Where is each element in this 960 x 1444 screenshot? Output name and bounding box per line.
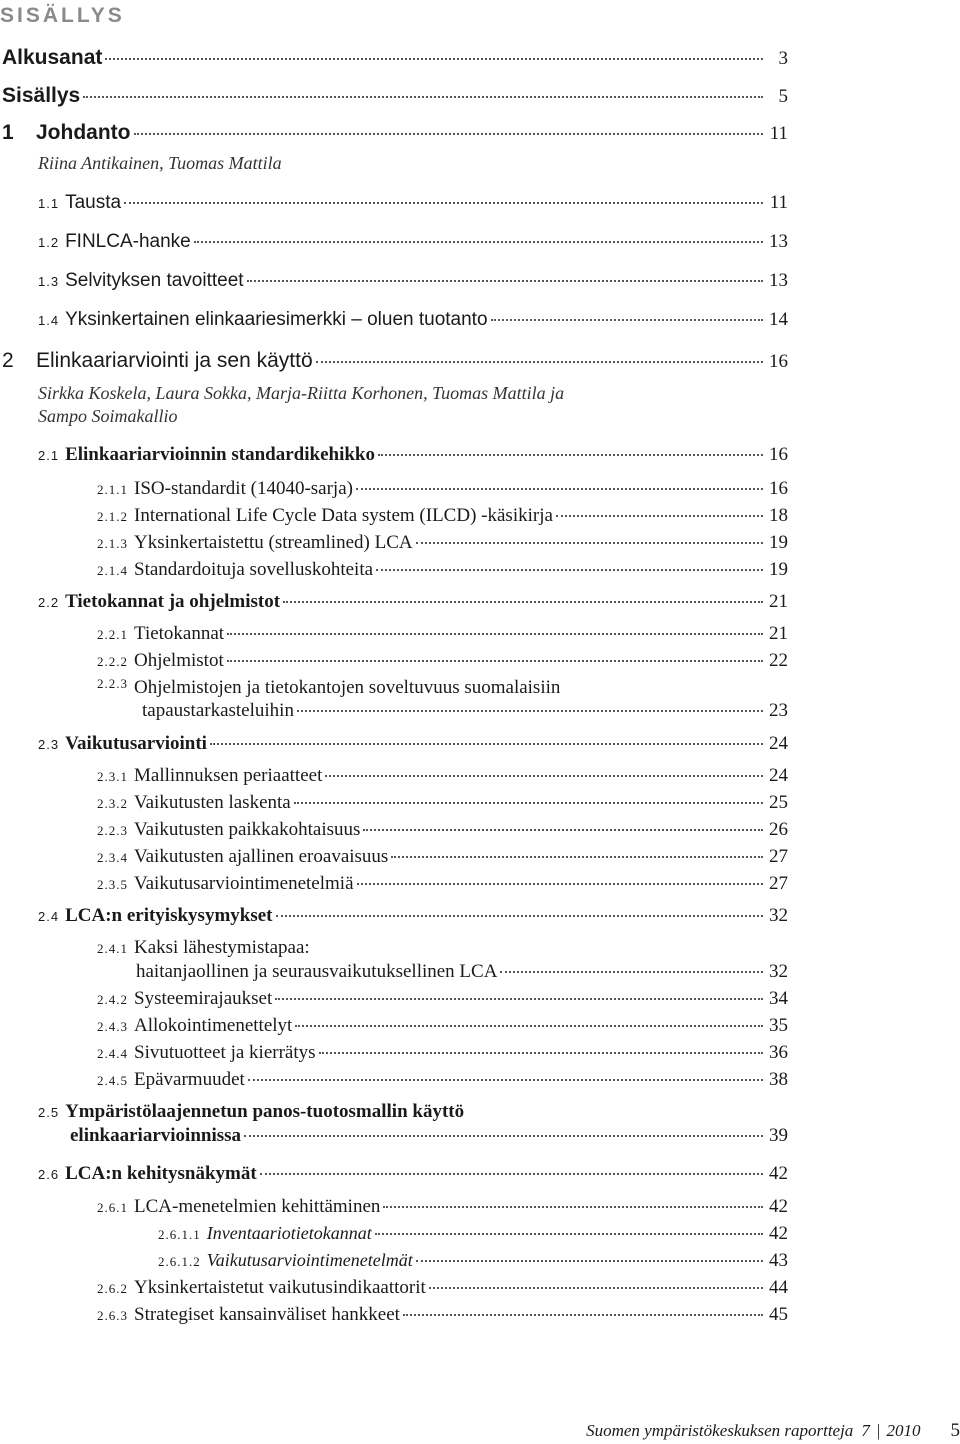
toc-entry-2-4[interactable] [38,905,788,927]
toc-title: Yksinkertaistettu (streamlined) LCA [134,532,413,553]
toc-entry-2-4-1[interactable] [136,961,788,983]
toc-number: 2.2.3 [97,823,128,838]
toc-entry-2-6-3[interactable] [97,1304,788,1326]
toc-title: Vaikutusarviointi [65,733,207,754]
dot-leader [124,202,763,204]
toc-number: 2.4.3 [97,1019,128,1034]
toc-entry-1-4[interactable] [38,309,788,331]
toc-number: 2.2 [38,595,60,610]
chapter-2-authors [38,382,564,428]
toc-entry-2-2-2[interactable] [97,650,788,672]
toc-page: 21 [769,591,788,612]
toc-entry-2-3-4[interactable] [97,846,788,868]
footer-separator: | [875,1421,881,1440]
toc-page: 43 [769,1250,788,1271]
toc-title: Sivutuotteet ja kierrätys [134,1042,316,1063]
toc-page: 27 [769,873,788,894]
dot-leader [260,1173,763,1175]
toc-page: 44 [769,1277,788,1298]
dot-leader [275,998,763,1000]
footer-number: 7 [861,1421,870,1440]
toc-page: 36 [769,1042,788,1063]
toc-entry-2-3-5[interactable] [97,873,788,895]
dot-leader [319,1052,763,1054]
toc-page: 38 [769,1069,788,1090]
dot-leader [375,1233,763,1235]
toc-title: Standardoituja sovelluskohteita [134,559,374,580]
dot-leader [248,1079,763,1081]
toc-page: 23 [769,700,788,721]
toc-title: Inventaariotietokannat [206,1223,372,1243]
toc-entry-2-4-2[interactable] [97,988,788,1010]
toc-page: 35 [769,1015,788,1036]
toc-title: Tietokannat ja ohjelmistot [65,591,281,612]
toc-title: Vaikutusten paikkakohtaisuus [134,819,361,840]
toc-page: 14 [769,309,788,330]
toc-page: 19 [769,532,788,553]
toc-entry-2-4-3[interactable] [97,1015,788,1037]
toc-number: 1.2 [38,235,60,250]
toc-title: Yksinkertainen elinkaariesimerkki – oluen tuotanto [65,309,488,330]
toc-entry-2-1-1[interactable] [97,478,788,500]
toc-title-line1: Ohjelmistojen ja tietokantojen soveltuvuus suomalaisiin [134,677,561,698]
toc-entry-2-2-3-line1[interactable] [97,677,788,699]
toc-entry-2-6-1-1[interactable] [158,1223,788,1245]
toc-title: Mallinnuksen periaatteet [134,765,323,786]
dot-leader [357,883,763,885]
authors-line: Sirkka Koskela, Laura Sokka, Marja-Riitta Korhonen, Tuomas Mattila ja [38,383,565,403]
footer-page-number: 5 [950,1420,960,1441]
toc-title: Elinkaariarviointi ja sen käyttö [36,349,313,372]
toc-title: Vaikutusten laskenta [134,792,291,813]
toc-title: Ohjelmistot [134,650,224,671]
toc-title-line1: Ympäristölaajennetun panos-tuotosmallin käyttö [65,1101,465,1122]
toc-number: 2.3 [38,737,60,752]
toc-entry-2-1-2[interactable] [97,505,788,527]
toc-entry-1-3[interactable] [38,270,788,292]
toc-page: 11 [769,192,788,213]
toc-entry-chapter-1[interactable] [2,121,788,145]
toc-entry-2-2[interactable] [38,591,788,613]
toc-entry-alkusanat[interactable] [2,46,788,70]
toc-entry-2-3-1[interactable] [97,765,788,787]
toc-title: FINLCA-hanke [65,231,191,252]
toc-number: 2.2.2 [97,654,128,669]
toc-title: Systeemirajaukset [134,988,273,1009]
toc-number: 2.6.3 [97,1308,128,1323]
toc-number: 2.4.5 [97,1073,128,1088]
toc-number: 2.2.1 [97,627,128,642]
dot-leader [363,829,763,831]
toc-number: 2 [2,349,14,372]
toc-page: 5 [778,86,788,107]
dot-leader [429,1287,763,1289]
toc-entry-2-1-3[interactable] [97,532,788,554]
toc-title: tapaustarkasteluihin [142,700,294,721]
toc-entry-2-4-1-line1[interactable] [97,937,788,959]
dot-leader [325,775,763,777]
dot-leader [391,856,763,858]
toc-entry-2-6-1[interactable] [97,1196,788,1218]
chapter-1-authors: Riina Antikainen, Tuomas Mattila [38,153,282,173]
toc-page: 16 [769,444,788,465]
toc-entry-1-2[interactable] [38,231,788,253]
toc-page: 42 [769,1163,788,1184]
dot-leader [491,319,763,321]
dot-leader [295,1025,763,1027]
toc-number: 2.1.3 [97,536,128,551]
toc-title: Alkusanat [2,46,103,69]
toc-number: 2.4.4 [97,1046,128,1061]
toc-page: 22 [769,650,788,671]
dot-leader [134,133,764,135]
toc-entry-1-1[interactable] [38,192,788,214]
toc-page: 39 [769,1125,788,1146]
toc-entry-2-6-2[interactable] [97,1277,788,1299]
toc-title: Yksinkertaistetut vaikutusindikaattorit [134,1277,426,1298]
toc-page: 16 [769,478,788,499]
toc-title: Selvityksen tavoitteet [65,270,244,291]
footer-series: Suomen ympäristökeskuksen raportteja [586,1421,854,1440]
toc-entry-chapter-2[interactable] [2,349,788,373]
toc-title: Johdanto [36,121,131,144]
toc-entry-2-1-4[interactable] [97,559,788,581]
toc-page: 18 [769,505,788,526]
toc-title: Tausta [65,192,122,213]
toc-page: 42 [769,1223,788,1244]
dot-leader [227,633,763,635]
toc-number: 2.5 [38,1105,60,1120]
toc-page: 3 [778,48,788,69]
dot-leader [416,1260,763,1262]
toc-page: 45 [769,1304,788,1325]
toc-page: 24 [769,733,788,754]
dot-leader [105,58,763,60]
toc-number: 2.1 [38,448,60,463]
toc-number: 2.3.5 [97,877,128,892]
toc-number: 2.6.1.1 [158,1227,201,1242]
toc-number: 2.6.1 [97,1200,128,1215]
toc-entry-2-6-1-2[interactable] [158,1250,788,1272]
toc-entry-2-5[interactable] [70,1125,788,1147]
dot-leader [294,802,763,804]
toc-page: 21 [769,623,788,644]
toc-number: 1.3 [38,274,60,289]
toc-page: 34 [769,988,788,1009]
toc-number: 2.1.2 [97,509,128,524]
toc-entry-2-3[interactable] [38,733,788,755]
dot-leader [378,454,763,456]
dot-leader [210,743,763,745]
toc-page: 25 [769,792,788,813]
toc-title: Vaikutusten ajallinen eroavaisuus [134,846,389,867]
toc-number: 1.4 [38,313,60,328]
toc-page: 19 [769,559,788,580]
toc-entry-2-1[interactable] [38,444,788,466]
toc-number: 2.2.3 [97,676,128,691]
toc-number: 2.1.1 [97,482,128,497]
toc-entry-2-3-3[interactable] [97,819,788,841]
toc-number: 2.4 [38,909,60,924]
toc-title: Sisällys [2,84,81,107]
dot-leader [316,361,763,363]
page-footer [586,1420,960,1442]
toc-number: 2.6.1.2 [158,1254,201,1269]
toc-title: haitanjaollinen ja seurausvaikutuksellinen LCA [136,961,498,982]
toc-entry-2-4-5[interactable] [97,1069,788,1091]
toc-title: ISO-standardit (14040-sarja) [134,478,353,499]
dot-leader [297,710,763,712]
toc-entry-2-2-1[interactable] [97,623,788,645]
toc-number: 2.3.2 [97,796,128,811]
toc-page: 32 [769,961,788,982]
toc-number: 2.4.2 [97,992,128,1007]
toc-entry-2-4-4[interactable] [97,1042,788,1064]
toc-title: Strategiset kansainväliset hankkeet [134,1304,400,1325]
dot-leader [356,488,763,490]
authors-line: Sampo Soimakallio [38,406,178,426]
page-heading: SISÄLLYS [0,4,125,27]
toc-number: 2.6.2 [97,1281,128,1296]
dot-leader [83,96,763,98]
toc-title: Allokointimenettelyt [134,1015,293,1036]
dot-leader [556,515,763,517]
toc-title: Elinkaariarvioinnin standardikehikko [65,444,375,465]
dot-leader [376,569,763,571]
dot-leader [283,601,763,603]
toc-title: LCA-menetelmien kehittäminen [134,1196,381,1217]
footer-year: 2010 [886,1421,921,1440]
dot-leader [247,280,763,282]
dot-leader [500,971,763,973]
toc-title-line1: Kaksi lähestymistapaa: [134,937,310,958]
toc-number: 2.4.1 [97,941,128,956]
toc-title: elinkaariarvioinnissa [70,1125,242,1146]
toc-number: 2.3.1 [97,769,128,784]
toc-page: 27 [769,846,788,867]
toc-page: 24 [769,765,788,786]
toc-page: 42 [769,1196,788,1217]
toc-page: 11 [769,123,788,144]
dot-leader [194,241,763,243]
dot-leader [244,1135,763,1137]
toc-number: 1.1 [38,196,60,211]
toc-title: International Life Cycle Data system (ILCD) -käsikirja [134,505,553,526]
toc-number: 2.1.4 [97,563,128,578]
toc-title: Epävarmuudet [134,1069,245,1090]
dot-leader [383,1206,763,1208]
toc-page: 26 [769,819,788,840]
toc-title: Vaikutusarviointimenetelmiä [134,873,354,894]
toc-page: 13 [769,270,788,291]
dot-leader [227,660,763,662]
toc-entry-sisallys[interactable] [2,84,788,108]
toc-title: LCA:n kehitysnäkymät [65,1163,257,1184]
toc-number: 2.6 [38,1167,60,1182]
toc-number: 1 [2,121,14,144]
toc-page: 16 [769,351,788,372]
dot-leader [416,542,763,544]
toc-page: 32 [769,905,788,926]
toc-title: LCA:n erityiskysymykset [65,905,273,926]
toc-number: 2.3.4 [97,850,128,865]
toc-title: Tietokannat [134,623,225,644]
toc-entry-2-2-3[interactable] [142,700,788,722]
toc-entry-2-5-line1[interactable] [38,1101,788,1123]
toc-title: Vaikutusarviointimenetelmät [206,1250,413,1270]
dot-leader [276,915,764,917]
toc-entry-2-6[interactable] [38,1163,788,1185]
toc-page: 13 [769,231,788,252]
dot-leader [403,1314,763,1316]
toc-entry-2-3-2[interactable] [97,792,788,814]
